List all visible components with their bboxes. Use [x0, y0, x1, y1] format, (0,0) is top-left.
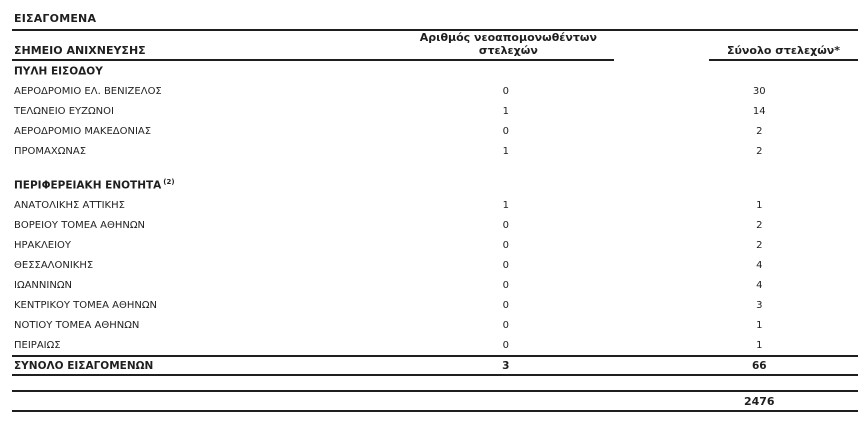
group-header-label — [12, 178, 401, 192]
table-row — [12, 215, 858, 235]
table-header-row — [12, 31, 858, 61]
header-left-block — [12, 31, 614, 61]
row-label: ΑΝΑΤΟΛΙΚΗΣ ΑΤΤΙΚΗΣ — [14, 199, 125, 211]
table-row — [12, 101, 858, 121]
group-header-text: ΠΥΛΗ ΕΙΣΟΔΟΥ — [14, 65, 103, 78]
row-label: ΑΕΡΟΔΡΟΜΙΟ ΜΑΚΕΔΟΝΙΑΣ — [14, 125, 152, 137]
table-row — [12, 295, 858, 315]
group-header-label — [12, 64, 401, 78]
row-new-isolates: 0 — [502, 85, 509, 97]
total-new-isolates: 3 — [502, 359, 510, 372]
row-new-isolates: 1 — [502, 145, 509, 157]
row-new-isolates: 0 — [502, 239, 509, 251]
row-new-isolates: 0 — [502, 259, 509, 271]
grand-total-value: 2476 — [743, 394, 775, 408]
table-row — [12, 81, 858, 101]
total-total-isolates: 66 — [751, 359, 767, 372]
row-total-isolates: 2 — [756, 219, 763, 231]
row-total-isolates: 3 — [756, 299, 763, 311]
row-total-isolates: 2 — [756, 239, 763, 251]
row-total-isolates: 1 — [756, 199, 763, 211]
table-row — [12, 195, 858, 215]
row-total-isolates: 2 — [756, 145, 763, 157]
row-new-isolates: 1 — [502, 105, 509, 117]
grand-total-row — [12, 390, 858, 412]
row-label: ΑΕΡΟΔΡΟΜΙΟ ΕΛ. ΒΕΝΙΖΕΛΟΣ — [14, 85, 162, 97]
table-sheet — [12, 12, 858, 412]
group-separator — [12, 161, 858, 175]
imported-total-row — [12, 355, 858, 376]
column-header-total-isolates: Σύνολο στελεχών* — [709, 44, 858, 61]
row-total-isolates: 30 — [752, 85, 766, 97]
row-new-isolates: 0 — [502, 125, 509, 137]
table-row — [12, 315, 858, 335]
group-header-text: ΠΕΡΙΦΕΡΕΙΑΚΗ ΕΝΟΤΗΤΑ — [14, 179, 162, 192]
group-header-regional-unit — [12, 175, 858, 195]
row-new-isolates: 0 — [502, 219, 509, 231]
row-new-isolates: 0 — [502, 339, 509, 351]
total-label: ΣΥΝΟΛΟ ΕΙΣΑΓΟΜΕΝΩΝ — [14, 359, 154, 372]
section-title: ΕΙΣΑΓΟΜΕΝΑ — [12, 12, 858, 31]
row-total-isolates: 1 — [756, 319, 763, 331]
row-label: ΘΕΣΣΑΛΟΝΙΚΗΣ — [14, 259, 94, 271]
row-total-isolates: 4 — [756, 279, 763, 291]
row-total-isolates: 4 — [756, 259, 763, 271]
column-header-new-isolates: Αριθμός νεοαπομονωθέντων στελεχών — [419, 31, 597, 57]
row-label: ΗΡΑΚΛΕΙΟΥ — [14, 239, 72, 251]
row-label: ΠΕΙΡΑΙΩΣ — [14, 339, 61, 351]
row-label: ΙΩΑΝΝΙΝΩΝ — [14, 279, 72, 291]
table-row — [12, 255, 858, 275]
row-label: ΚΕΝΤΡΙΚΟΥ ΤΟΜΕΑ ΑΘΗΝΩΝ — [14, 299, 157, 311]
group-header-entry-gate — [12, 61, 858, 81]
row-total-isolates: 2 — [756, 125, 763, 137]
row-label: ΝΟΤΙΟΥ ΤΟΜΕΑ ΑΘΗΝΩΝ — [14, 319, 140, 331]
group-header-footnote: (2) — [163, 178, 175, 187]
bottom-separator — [12, 376, 858, 390]
row-new-isolates: 1 — [502, 199, 509, 211]
row-total-isolates: 1 — [756, 339, 763, 351]
row-total-isolates: 14 — [752, 105, 766, 117]
table-row — [12, 121, 858, 141]
row-label: ΠΡΟΜΑΧΩΝΑΣ — [14, 145, 87, 157]
table-row — [12, 235, 858, 255]
table-row — [12, 335, 858, 355]
column-header-detection-point: ΣΗΜΕΙΟ ΑΝΙΧΝΕΥΣΗΣ — [14, 44, 146, 57]
row-new-isolates: 0 — [502, 299, 509, 311]
table-row — [12, 141, 858, 161]
table-row — [12, 275, 858, 295]
row-new-isolates: 0 — [502, 319, 509, 331]
row-label: ΤΕΛΩΝΕΙΟ ΕΥΖΩΝΟΙ — [14, 105, 114, 117]
row-label: ΒΟΡΕΙΟΥ ΤΟΜΕΑ ΑΘΗΝΩΝ — [14, 219, 145, 231]
row-new-isolates: 0 — [502, 279, 509, 291]
